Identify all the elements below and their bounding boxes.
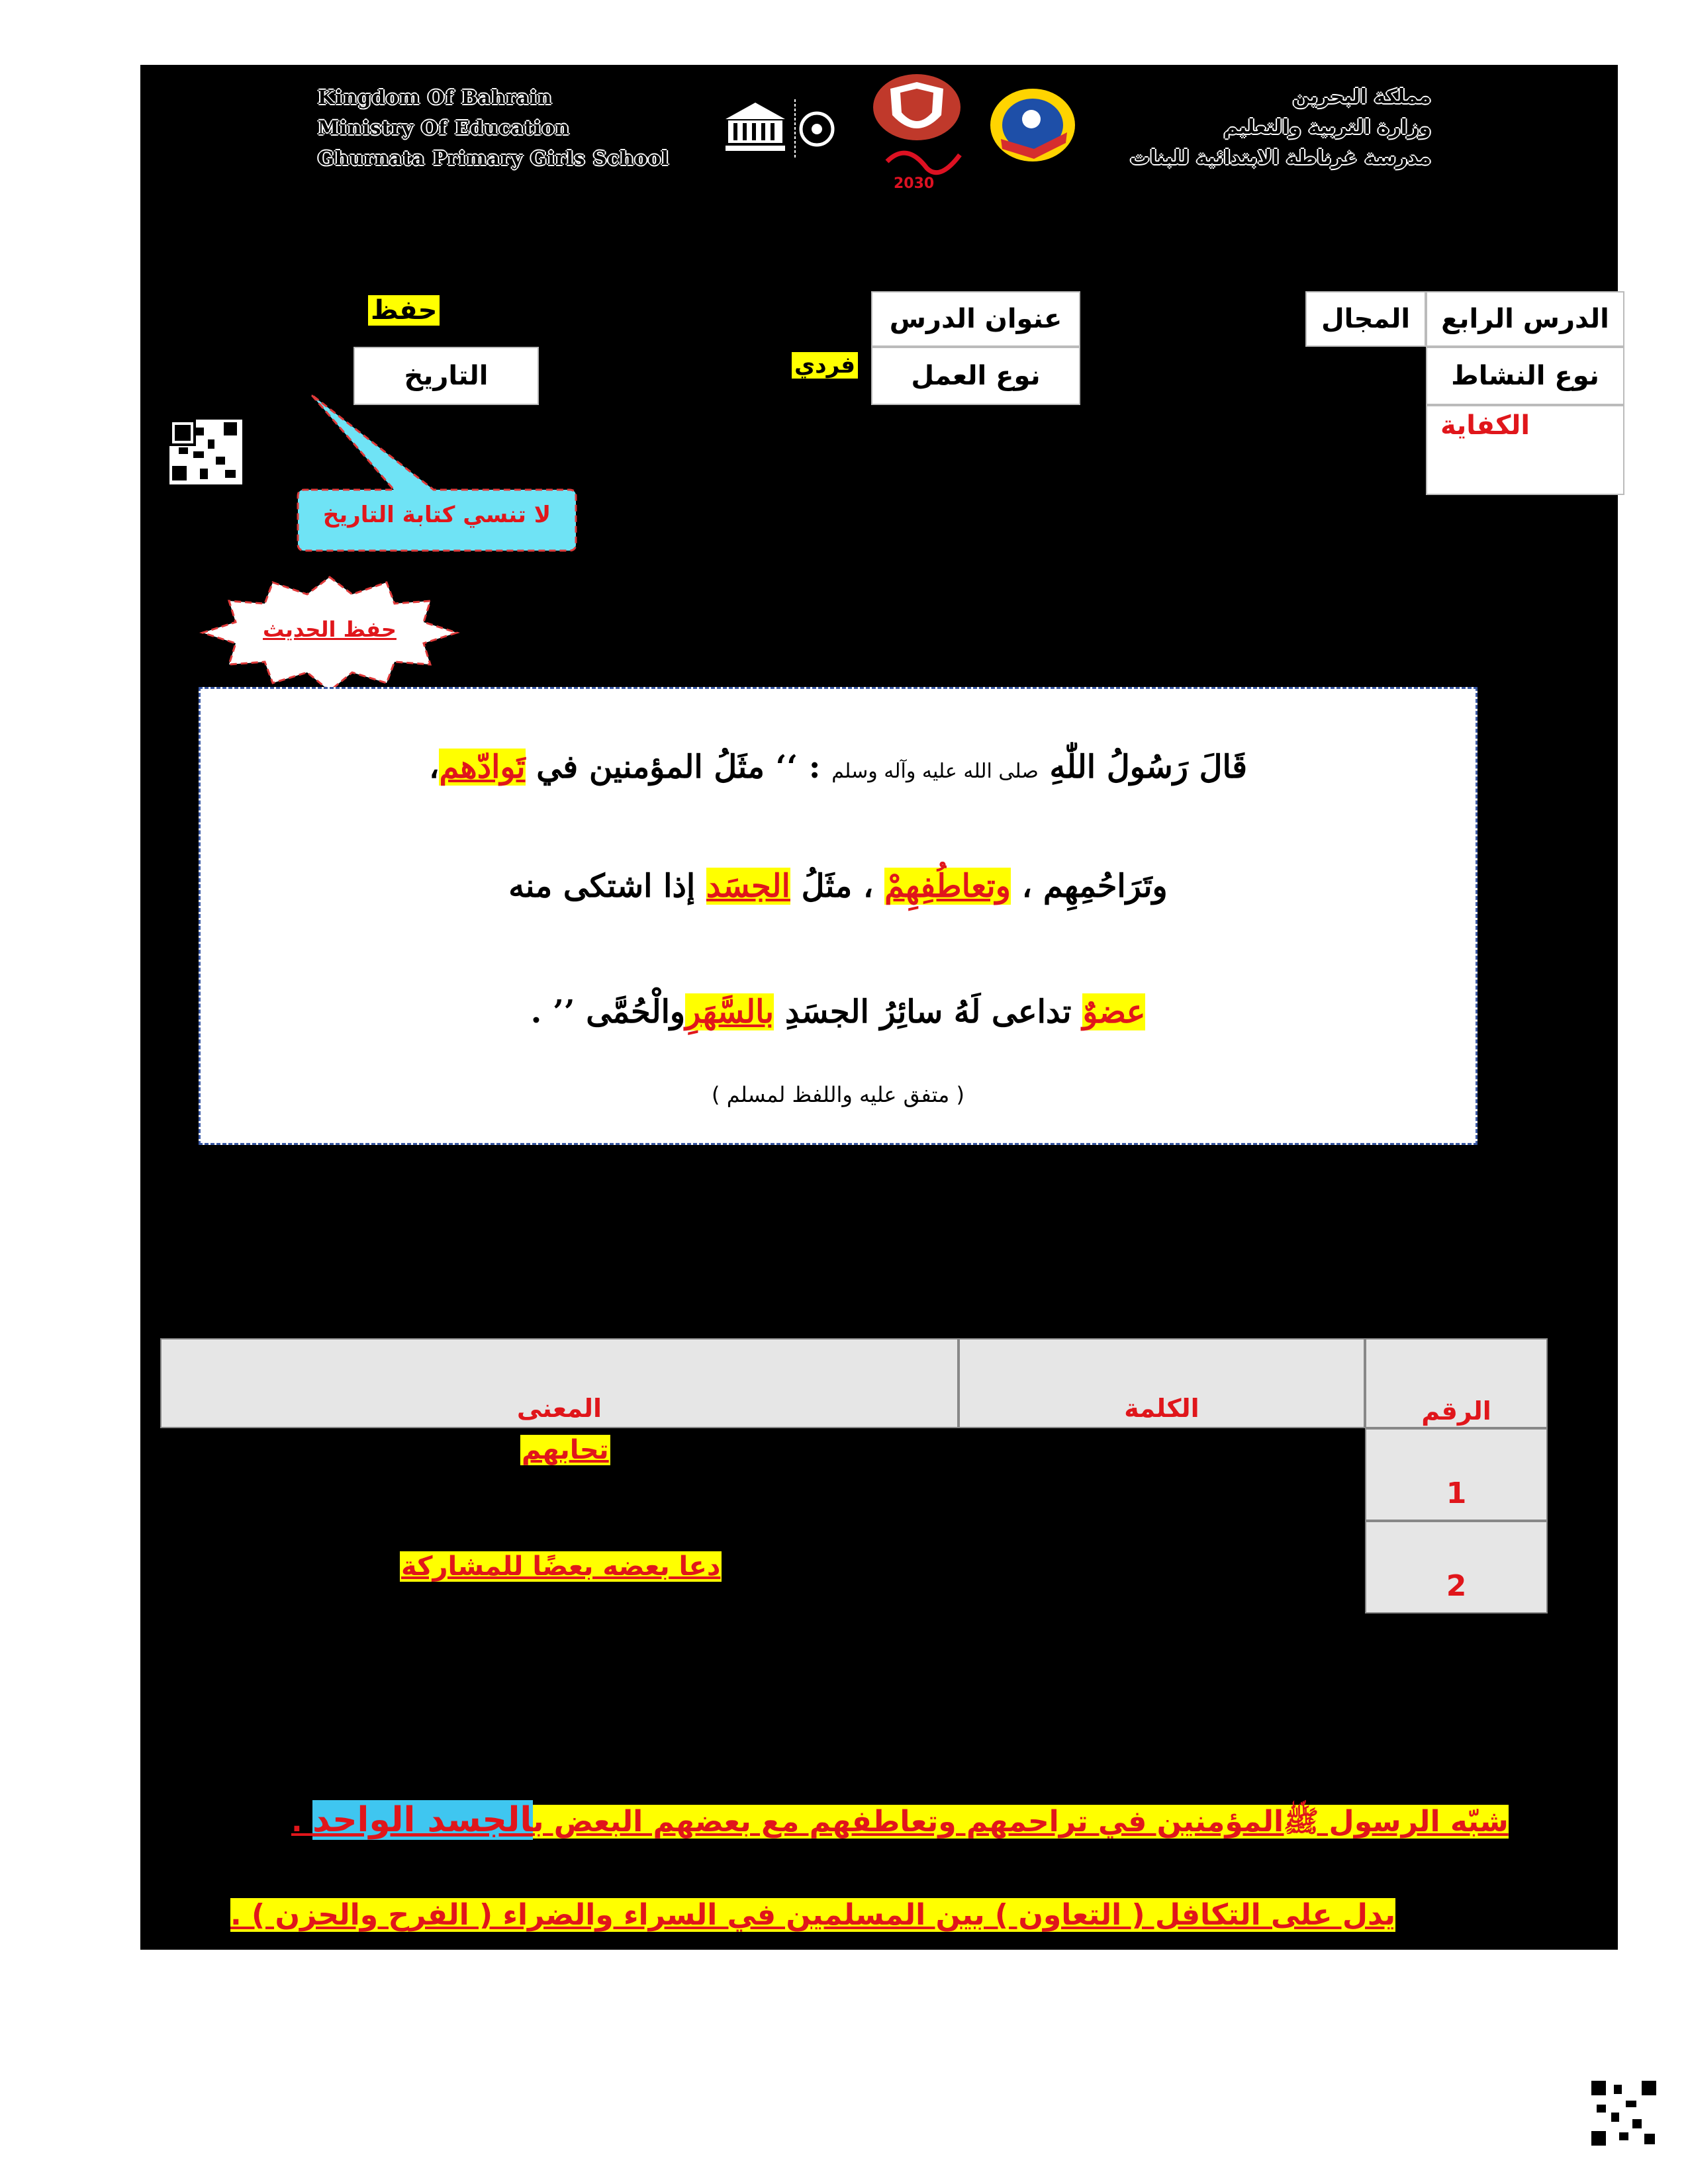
unesco-logo — [719, 93, 838, 165]
vocab-row-1-meaning: تحابهم — [522, 1435, 609, 1465]
bahrain-emblem — [867, 69, 966, 195]
hadith-salawat: صلى الله عليه وآله وسلم — [831, 760, 1039, 783]
work-label-cell — [871, 347, 1080, 405]
header-ar-line: مملكة البحرين — [1292, 85, 1431, 109]
memorize-text: حفظ الحديث — [263, 617, 397, 642]
summary-highlight: الجسد الواحد — [312, 1800, 533, 1840]
vocab-header-meaning-label: المعنى — [516, 1394, 602, 1423]
summary-text: . — [291, 1805, 313, 1839]
title-label-cell — [871, 291, 1080, 347]
title-label: عنوان الدرس — [889, 304, 1062, 334]
activity-label-cell — [1426, 347, 1624, 405]
hadith-box — [199, 687, 1477, 1145]
date-reminder-text: لا تنسي كتابة التاريخ — [322, 502, 551, 528]
vocab-row-1-number — [1365, 1428, 1548, 1521]
header-en-line: Ministry Of Education — [318, 116, 570, 139]
hadith-text: تداعى لَهُ سائِرُ الجسَدِ — [784, 993, 1072, 1030]
vocab-header-number — [1365, 1338, 1548, 1428]
vocab-row-2-number — [1365, 1521, 1548, 1614]
hadith-text: ، مثَلُ — [801, 868, 874, 905]
activity-label: نوع النشاط — [1451, 361, 1599, 391]
vocab-header-word-label: الكلمة — [1124, 1394, 1199, 1423]
lesson-text: الدرس الرابع — [1441, 304, 1609, 334]
qr-code — [169, 420, 242, 484]
vocab-header-number-label: الرقم — [1421, 1396, 1491, 1426]
domain-label: المجال — [1321, 304, 1411, 334]
vocab-header-meaning — [160, 1338, 959, 1428]
hadith-text: وتَرَاحُمِهِم ، — [1021, 868, 1168, 905]
hadith-text: ، — [428, 749, 440, 786]
vocab-number: 2 — [1446, 1569, 1467, 1603]
header-en-line: Ghurnata Primary Girls School — [318, 147, 670, 169]
date-reminder-callout — [291, 390, 583, 553]
lesson-cell — [1426, 291, 1624, 347]
header-ar-line: مدرسة غرناطة الابتدائية للبنات — [1129, 146, 1431, 169]
hadith-source: ( متفق عليه واللفظ لمسلم ) — [712, 1082, 964, 1107]
hadith-highlight: بالسَّهَرِ — [685, 993, 774, 1030]
hadith-highlight: تَوادّهم — [439, 749, 526, 786]
competency-label: الكفاية — [1440, 410, 1530, 441]
hadith-line-1 — [201, 749, 1476, 786]
header-english — [318, 82, 669, 173]
work-value: فردي — [792, 352, 858, 379]
hadith-highlight: وتعاطُفِهِمْ — [884, 868, 1011, 905]
summary-text: يدل على التكافل ( التعاون ) بين المسلمين في السراء والضراء ( الفرح والحزن ) . — [230, 1898, 1395, 1932]
date-label: التاريخ — [404, 361, 489, 391]
school-logo — [988, 86, 1078, 164]
hadith-line-2 — [201, 868, 1476, 905]
svg-text:2030: 2030 — [894, 175, 935, 192]
summary-text: شبّه الرسول ﷺالمؤمنين في تراحمهم وتعاطفهم مع بعضهم البعض ب — [532, 1805, 1509, 1839]
title-value: حفظ — [368, 295, 440, 326]
header-en-line: Kingdom Of Bahrain — [318, 86, 553, 109]
hadith-text: إذا اشتكى منه — [508, 868, 696, 905]
hadith-line-3 — [201, 993, 1476, 1030]
vocab-header-word — [959, 1338, 1365, 1428]
vocab-number: 1 — [1446, 1477, 1467, 1510]
header-arabic — [1130, 82, 1431, 173]
hadith-text: : ‘‘ مثَلُ المؤمنين في — [536, 749, 821, 786]
summary-line-2 — [230, 1898, 1395, 1932]
hadith-highlight: عضوٌ — [1082, 993, 1146, 1030]
hadith-text: والْحُمَّى ’’ . — [530, 993, 686, 1030]
summary-line-1 — [291, 1800, 1509, 1846]
competency-cell[interactable] — [1426, 405, 1624, 495]
footer-qr-code — [1589, 2078, 1659, 2148]
domain-label-cell — [1305, 291, 1426, 347]
work-label: نوع العمل — [911, 361, 1041, 391]
hadith-text: قَالَ رَسُولُ اللّٰهِ — [1049, 749, 1248, 786]
vocab-row-2-meaning: دعا بعضه بعضًا للمشاركة — [401, 1551, 721, 1582]
hadith-highlight: الجسَد — [706, 868, 790, 905]
header-ar-line: وزارة التربية والتعليم — [1223, 116, 1431, 139]
